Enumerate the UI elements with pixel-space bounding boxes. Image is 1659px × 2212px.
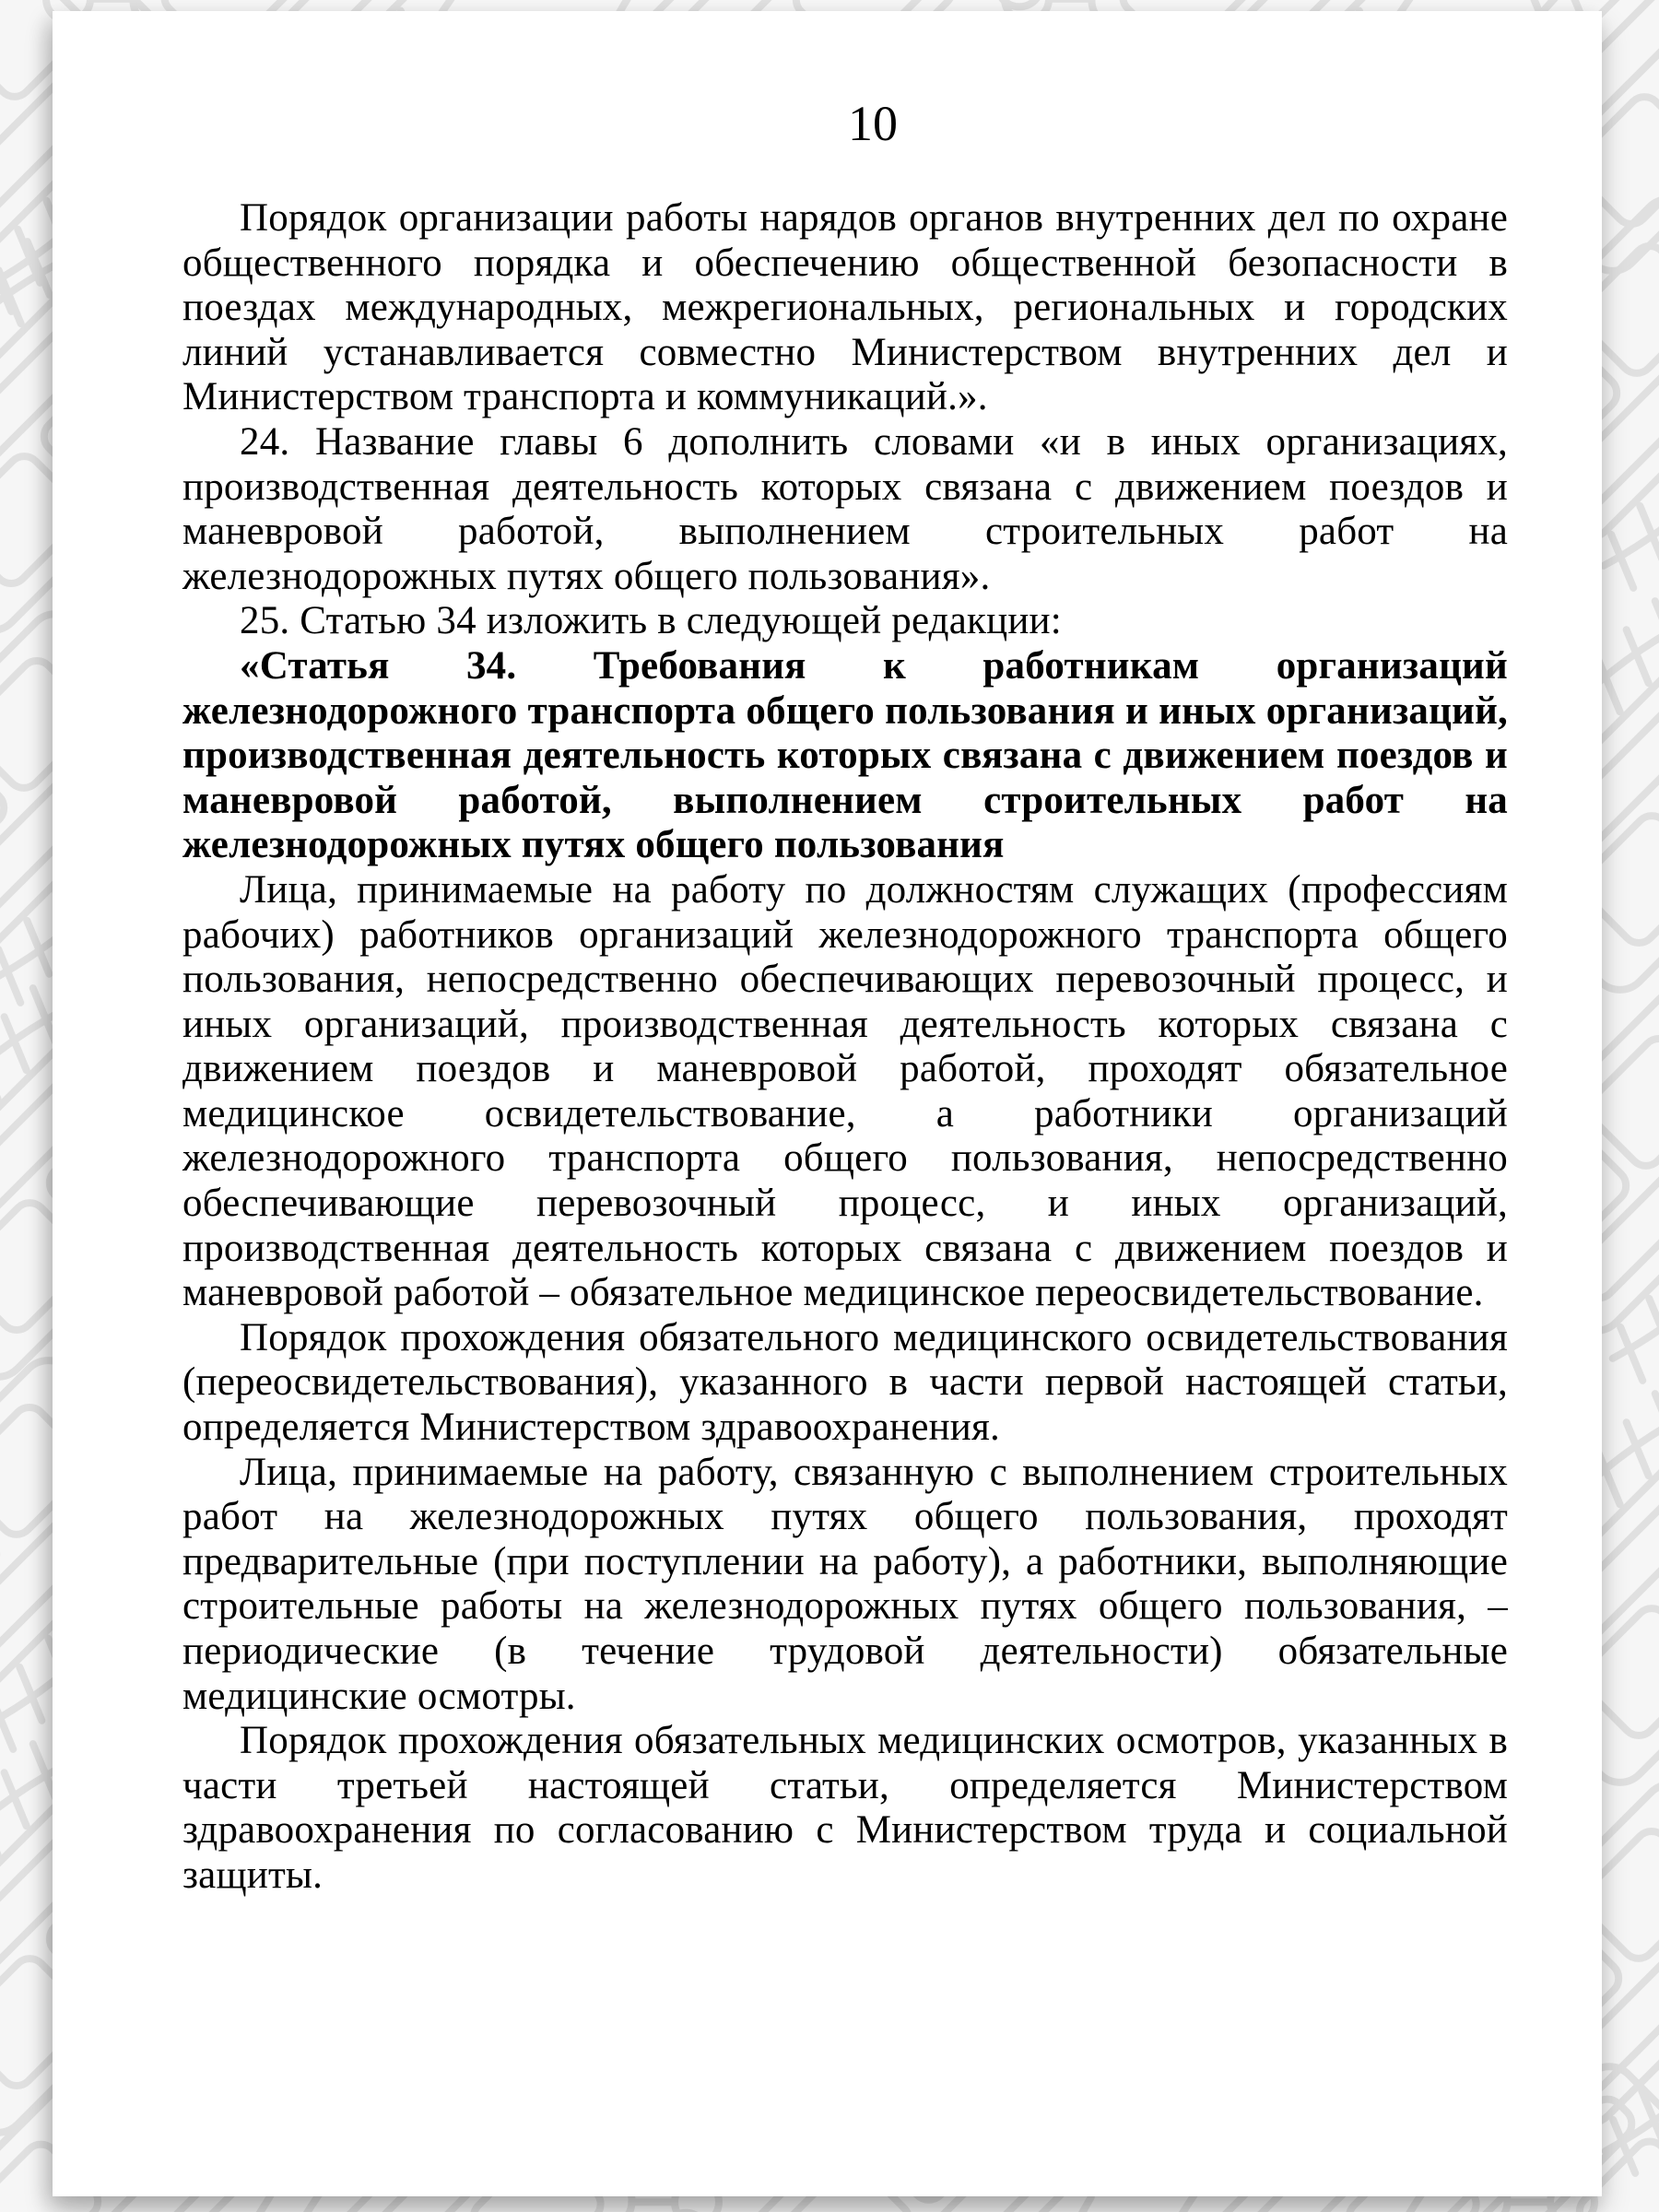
paragraph: Лица, принимаемые на работу по должностям служащих (профессиям рабочих) работников организаций железнодорожного транспорта общего пользования, непосредственно обеспечивающих перевозочный процесс, и иных организаций, производственная деятельность которых связана с движением поездов и маневровой работой, проходят обязательное медицинское освидетельствование, а работники организаций железнодорожного транспорта общего пользования, непосредственно обеспечивающие перевозочный процесс, и иных организаций, производственная деятельность которых связана с движением поездов и маневровой работой – обязательное медицинское переосвидетельствование.	[182, 867, 1508, 1315]
paragraph: Порядок прохождения обязательных медицинских осмотров, указанных в части третьей настоящей статьи, определяется Министерством здравоохранения по согласованию с Министерством труда и социальной защиты.	[182, 1719, 1508, 1897]
page-number: 10	[848, 96, 898, 151]
document-page	[53, 11, 1602, 2196]
paragraph: Лица, принимаемые на работу, связанную с выполнением строительных работ на железнодорожных путях общего пользования, проходят предварительные (при поступлении на работу), а работники, выполняющие строительные работы на железнодорожных путях общего пользования, – периодические (в течение трудовой деятельности) обязательные медицинские осмотры.	[182, 1450, 1508, 1718]
paragraph: 24. Название главы 6 дополнить словами «и в иных организациях, производственная деятельность которых связана с движением поездов и маневровой работой, выполнением строительных работ на железнодорожных путях общего пользования».	[182, 419, 1508, 598]
document-body	[182, 196, 1508, 1899]
paragraph: Порядок прохождения обязательного медицинского освидетельствования (переосвидетельствования), указанного в части первой настоящей статьи, определяется Министерством здравоохранения.	[182, 1315, 1508, 1450]
paragraph: 25. Статью 34 изложить в следующей редакции:	[240, 599, 1062, 643]
article-heading: «Статья 34. Требования к работникам организаций железнодорожного транспорта общего пользования и иных организаций, производственная деятельность которых связана с движением поездов и маневровой работой, выполнением строительных работ на железнодорожных путях общего пользования	[182, 643, 1508, 867]
paragraph: Порядок организации работы нарядов органов внутренних дел по охране общественного порядка и обеспечению общественной безопасности в поездах международных, межрегиональных, региональных и городских линий устанавливается совместно Министерством внутренних дел и Министерством транспорта и коммуникаций.».	[182, 196, 1508, 419]
